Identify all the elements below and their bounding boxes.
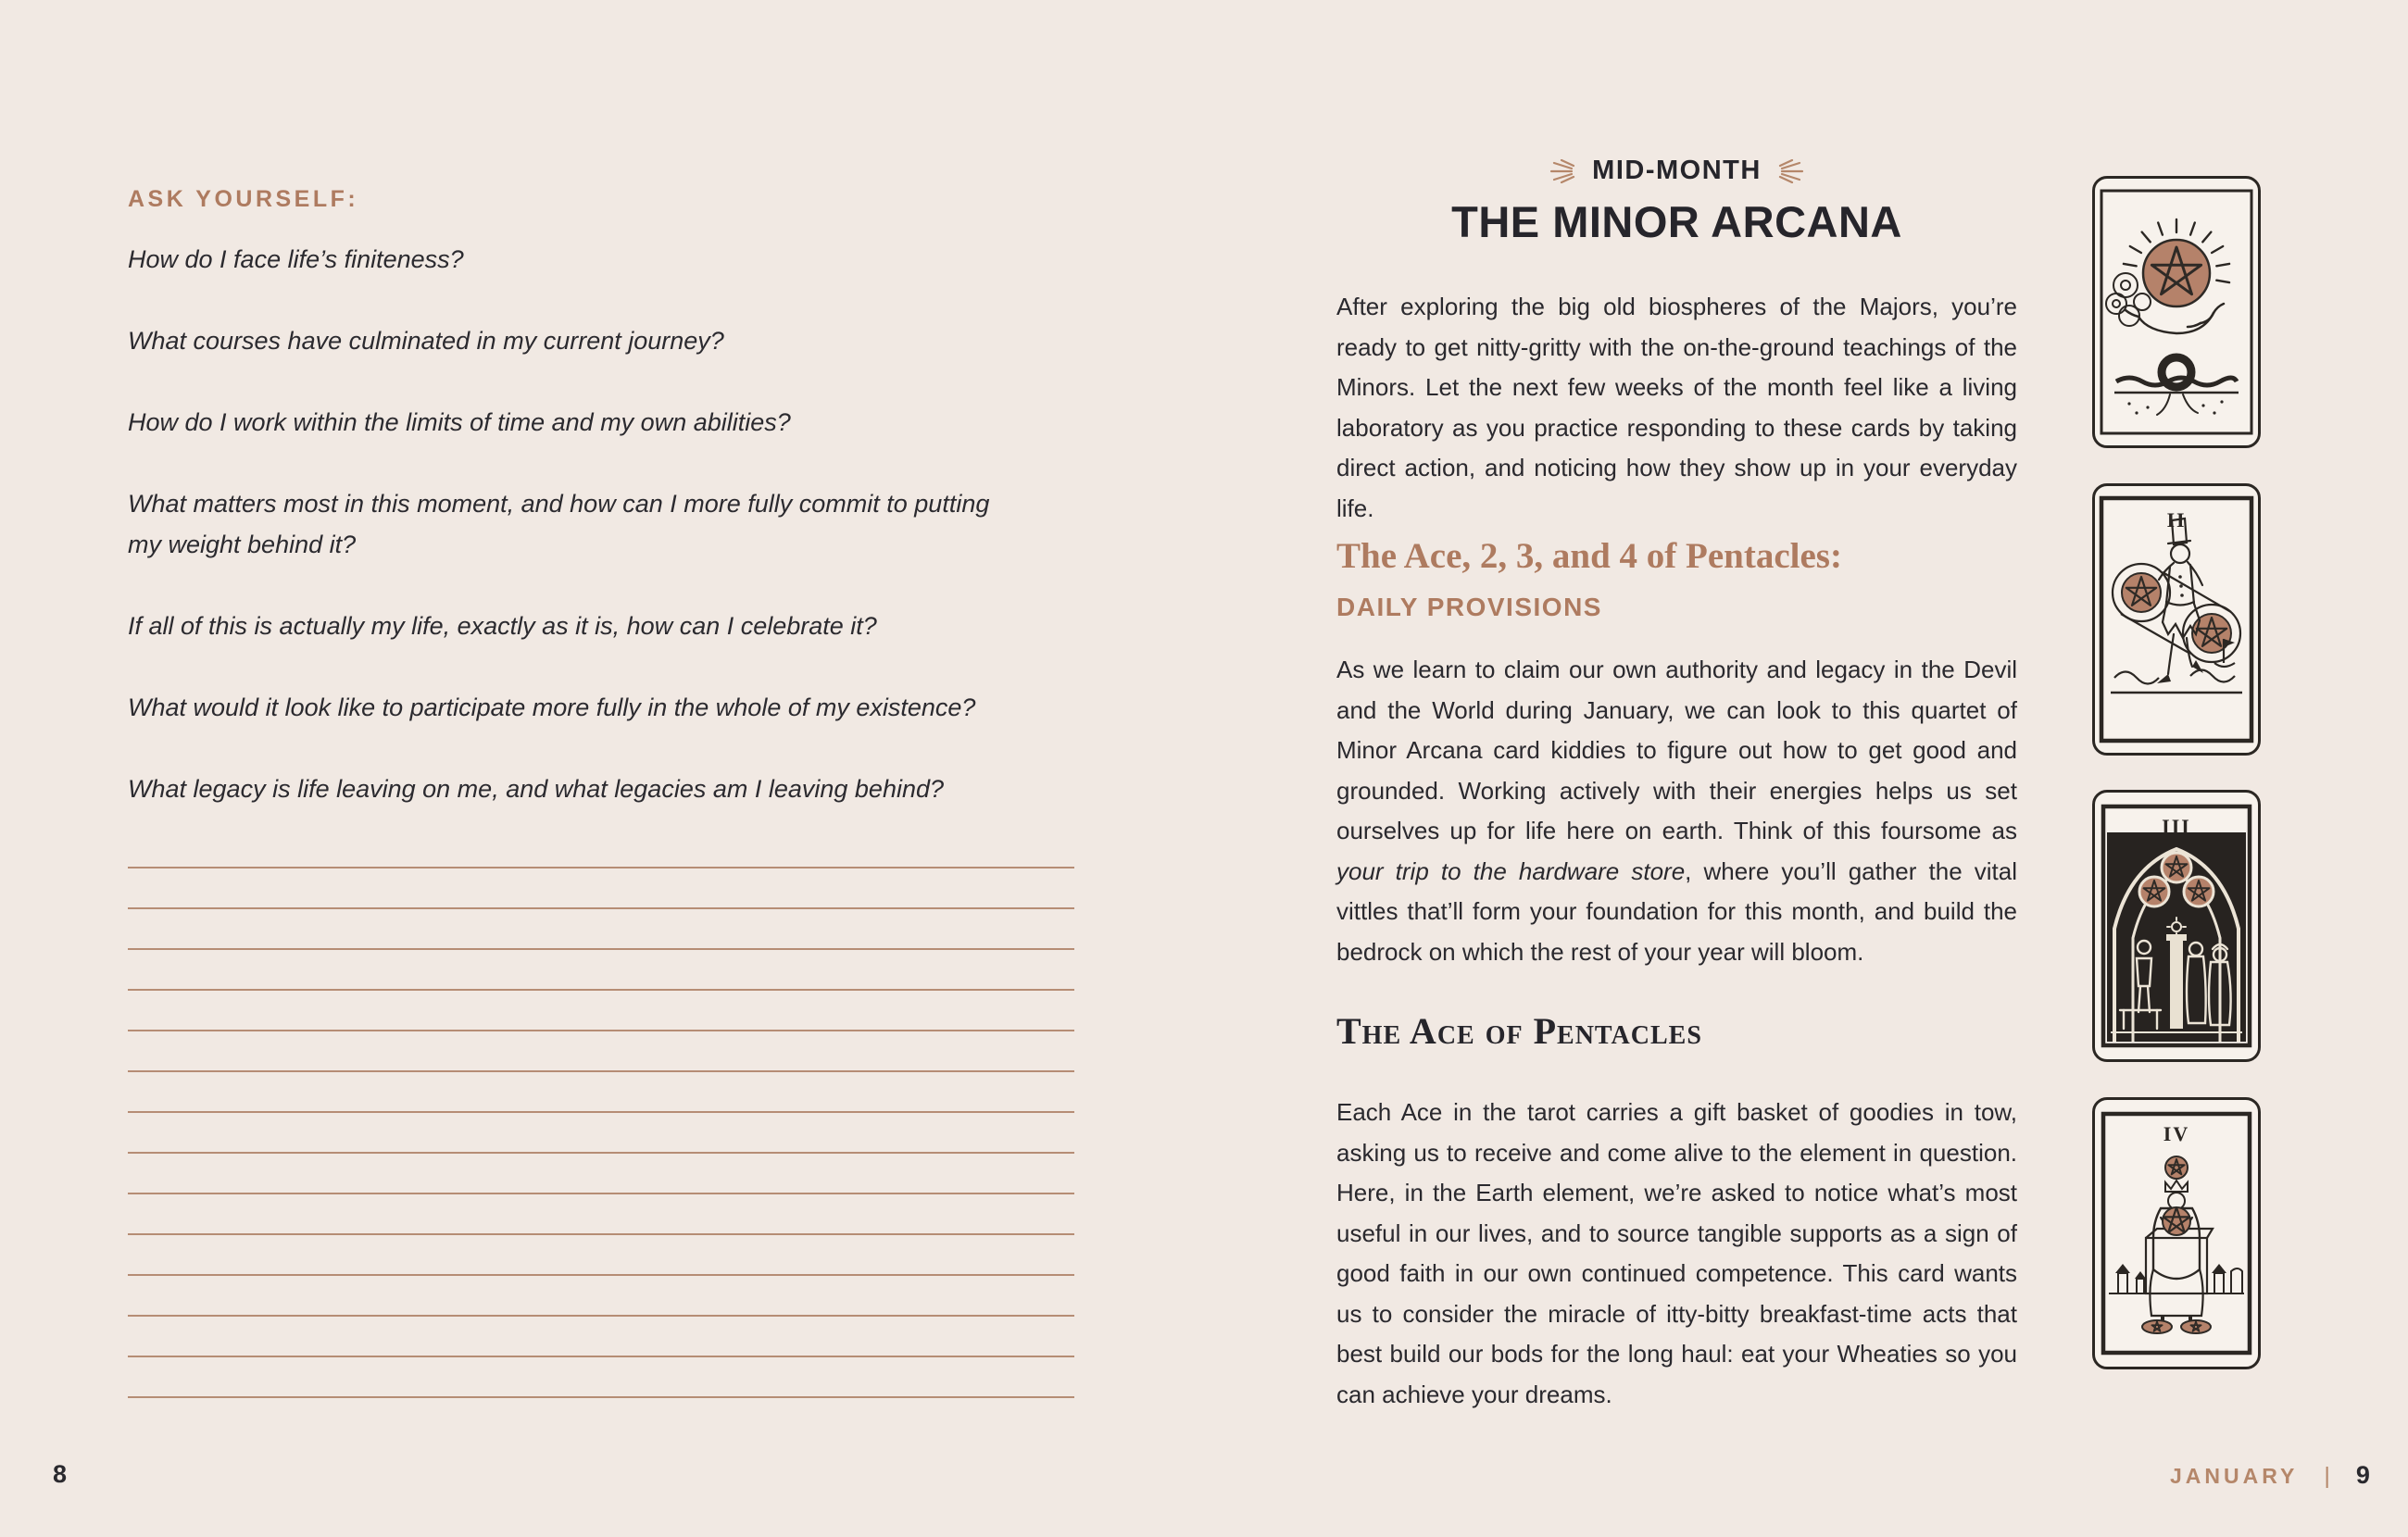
ask-yourself-heading: ASK YOURSELF:	[128, 185, 359, 212]
question: What courses have culminated in my current journey?	[128, 327, 724, 355]
page-number-left: 8	[53, 1460, 68, 1488]
tarot-card-four-of-pentacles	[2092, 1097, 2261, 1369]
subsection-heading: The Ace of Pentacles	[1336, 1010, 1702, 1052]
ruled-line	[128, 1274, 1074, 1276]
tarot-card-ace-of-pentacles	[2092, 176, 2261, 448]
sunburst-left-icon	[1548, 159, 1579, 183]
ruled-line	[128, 948, 1074, 950]
footer-right	[2170, 1461, 2370, 1490]
question: How do I work within the limits of time and my own abilities?	[128, 408, 791, 436]
section-paragraph-italic: your trip to the hardware store	[1336, 856, 1686, 885]
ruled-line	[128, 867, 1074, 868]
page-title: THE MINOR ARCANA	[1451, 197, 1902, 246]
card-numeral: II	[2166, 508, 2187, 531]
question: What legacy is life leaving on me, and what legacies am I leaving behind?	[128, 775, 945, 803]
ruled-line	[128, 1233, 1074, 1235]
section-subheading: DAILY PROVISIONS	[1336, 593, 1602, 621]
page-number-right: 9	[2355, 1461, 2370, 1489]
ruled-line	[128, 1315, 1074, 1317]
kicker-row	[1336, 156, 2017, 186]
ruled-line	[128, 989, 1074, 991]
ruled-line	[128, 1193, 1074, 1194]
ruled-line	[128, 1356, 1074, 1357]
tarot-card-three-of-pentacles	[2092, 790, 2261, 1062]
card-numeral: IV	[2163, 1122, 2190, 1145]
question: What matters most in this moment, and how can I more fully commit to putting my weight behind it?	[128, 490, 990, 558]
question: If all of this is actually my life, exactly as it is, how can I celebrate it?	[128, 612, 877, 640]
intro-paragraph: After exploring the big old biospheres of the Majors, you’re ready to get nitty-gritty with the on-the-ground teachings of the Minors. Let the next few weeks of the month feel like a living laboratory as you practice responding to these cards by taking direct action, and noticing how they show up in your everyday life.	[1336, 293, 2017, 522]
tarot-card-two-of-pentacles	[2092, 483, 2261, 756]
section-heading: The Ace, 2, 3, and 4 of Pentacles:	[1336, 536, 1842, 576]
ruled-line	[128, 1396, 1074, 1398]
ruled-line	[128, 1030, 1074, 1031]
ruled-line	[128, 1111, 1074, 1113]
section-paragraph-text: , where you’ll gather the vital vittles that’ll form your foundation for this month, and build the bedrock on which the rest of your year will bloom.	[1336, 856, 2017, 966]
ruled-line	[128, 907, 1074, 909]
kicker: MID-MONTH	[1592, 156, 1762, 185]
section-paragraph	[1336, 650, 2017, 972]
ace-of-pentacles-illustration	[2095, 179, 2258, 445]
ruled-line	[128, 1070, 1074, 1072]
subsection-paragraph: Each Ace in the tarot carries a gift basket of goodies in tow, asking us to receive and come alive to the element in question. Here, in the Earth element, we’re asked to notice what’s most useful in our lives, and to source tangible supports as a sign of good faith in our own continued competence. This card wants us to consider the miracle of itty-bitty breakfast-time acts that best build our bods for the long haul: eat your Wheaties so you can achieve your dreams.	[1336, 1098, 2017, 1408]
sunburst-right-icon	[1775, 159, 1806, 183]
section-paragraph-text: As we learn to claim our own authority and legacy in the Devil and the World during January, we can look to this quartet of Minor Arcana card kiddies to figure out how to get good and grounded. Working actively with their energies helps us set ourselves up for life here on earth. Think of this foursome as	[1336, 656, 2017, 844]
footer-month: JANUARY	[2170, 1464, 2299, 1488]
card-numeral: III	[2162, 815, 2191, 838]
question: What would it look like to participate more fully in the whole of my existence?	[128, 694, 976, 721]
ruled-lines	[128, 867, 1074, 1437]
ruled-line	[128, 1152, 1074, 1154]
footer-separator: |	[2324, 1463, 2330, 1489]
question: How do I face life’s finiteness?	[128, 245, 464, 273]
question-list	[128, 239, 1008, 850]
